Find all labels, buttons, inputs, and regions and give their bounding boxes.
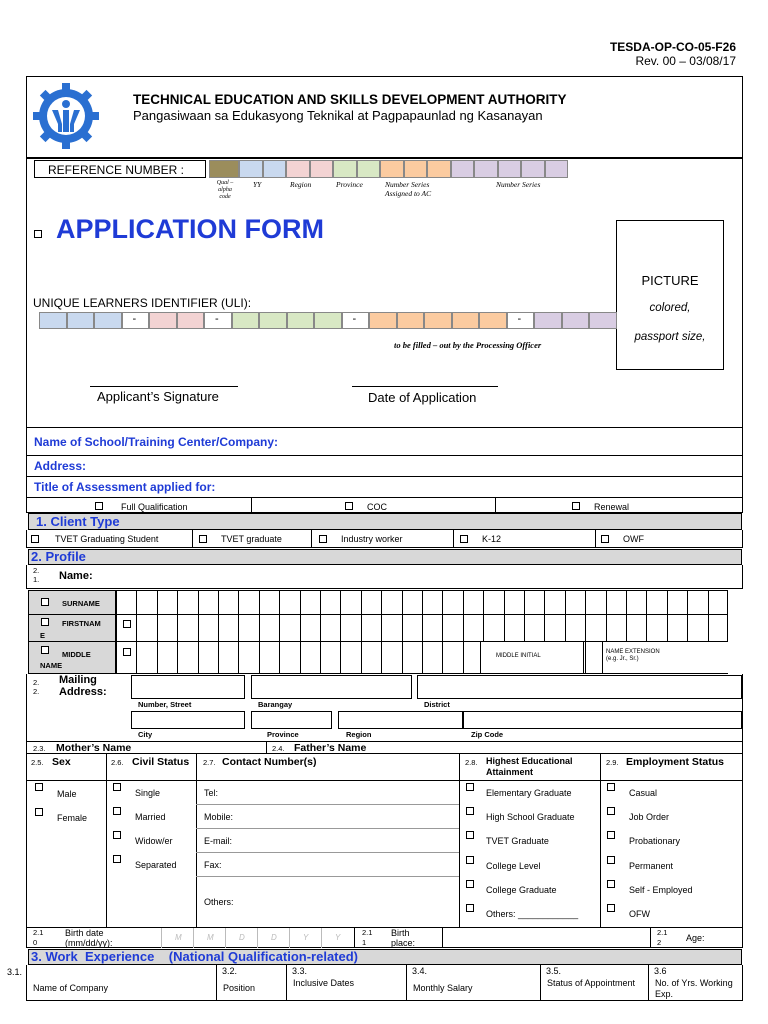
uli-cell-series_ac[interactable]: [479, 312, 507, 329]
work-title: 3. Work Experience (National Qualification-related): [31, 949, 359, 964]
mother-label: Mother’s Name: [56, 742, 132, 754]
province-caption: Province: [267, 730, 299, 739]
birthplace-label-b: place:: [391, 938, 416, 948]
work-col-number-5: 3.5.: [546, 966, 562, 976]
age-number-b: 2: [657, 938, 662, 947]
name-grid-divider: [442, 590, 443, 674]
uli-dash: -: [517, 313, 522, 325]
tvet-graduating-checkbox[interactable]: [31, 535, 39, 543]
contact-label: Contact Number(s): [222, 756, 317, 768]
uli-note: to be filled – out by the Processing Officer: [394, 340, 542, 350]
civil-status-label-3: Widow/er: [135, 836, 173, 846]
middlename-checkbox[interactable]: [41, 646, 49, 654]
employment-label-6: OFW: [629, 909, 650, 919]
birthdate-placeholder-5: Y: [303, 933, 309, 942]
school-name-label: Name of School/Training Center/Company:: [34, 435, 279, 449]
full-qualification-checkbox[interactable]: [95, 502, 103, 510]
name-grid-divider: [259, 590, 260, 674]
work-col-number-4: 3.4.: [412, 966, 428, 976]
uli-cell-region[interactable]: [177, 312, 205, 329]
uli-cell-province[interactable]: [259, 312, 287, 329]
father-number: 2.4.: [272, 744, 285, 753]
employment-checkbox-5[interactable]: [607, 880, 615, 888]
education-checkbox-2[interactable]: [466, 807, 474, 815]
owf-checkbox[interactable]: [601, 535, 609, 543]
uli-cell-series[interactable]: [589, 312, 617, 329]
reference-cell-yy[interactable]: [263, 160, 287, 178]
client-option-3: Industry worker: [341, 534, 403, 544]
name-grid-divider: [340, 590, 341, 674]
contact-field-label-1: Tel:: [204, 788, 219, 798]
education-checkbox-3[interactable]: [466, 831, 474, 839]
civil-label: Civil Status: [132, 756, 190, 768]
form-title: APPLICATION FORM: [56, 214, 324, 244]
work-col-number-6: 3.6: [654, 966, 667, 976]
name-grid-divider: [422, 590, 423, 674]
middlename-box-checkbox[interactable]: [123, 648, 131, 656]
reference-cell-qual[interactable]: [209, 160, 239, 178]
name-grid-divider: [136, 590, 137, 674]
ref-caption-series: Number Series: [496, 180, 541, 189]
barangay-caption: Barangay: [258, 700, 293, 709]
zip-field[interactable]: [463, 711, 742, 729]
education-label-1: Elementary Graduate: [486, 788, 572, 798]
work-col-label-5: Status of Appointment: [547, 978, 636, 988]
reference-cell-series_ac[interactable]: [427, 160, 451, 178]
client-type-header: [28, 513, 742, 530]
uli-dash: -: [352, 313, 357, 325]
employment-checkbox-6[interactable]: [607, 904, 615, 912]
father-label: Father’s Name: [294, 742, 367, 754]
profile-header: [28, 549, 742, 565]
middlename-label-a: MIDDLE: [62, 650, 91, 659]
birthdate-placeholder-4: D: [271, 933, 277, 942]
reference-cell-series[interactable]: [451, 160, 475, 178]
tesda-logo: [32, 80, 100, 152]
uli-dash: -: [215, 313, 219, 325]
birthdate-placeholder-1: M: [175, 933, 182, 942]
employment-checkbox-3[interactable]: [607, 831, 615, 839]
birthdate-label-b: (mm/dd/yy):: [65, 938, 113, 948]
civil-status-checkbox-3[interactable]: [113, 831, 121, 839]
name-grid-divider: [279, 590, 280, 674]
employment-checkbox-1[interactable]: [607, 783, 615, 791]
city-caption: City: [138, 730, 153, 739]
name-grid-divider: [198, 590, 199, 674]
name-extension-label-a: NAME EXTENSION: [606, 649, 660, 655]
employment-checkbox-2[interactable]: [607, 807, 615, 815]
uli-cell-series_ac[interactable]: [424, 312, 452, 329]
name-grid-divider: [218, 590, 219, 674]
civil-status-label-1: Single: [135, 788, 161, 798]
name-grid-divider: [402, 590, 403, 674]
employment-label-4: Permanent: [629, 860, 674, 871]
name-grid-divider: [585, 590, 586, 674]
civil-status-checkbox-1[interactable]: [113, 783, 121, 791]
firstname-box-checkbox[interactable]: [123, 620, 131, 628]
work-col-label-2: Position: [223, 983, 256, 993]
surname-label: SURNAME: [62, 599, 100, 608]
mailing-label-a: Mailing: [59, 674, 97, 686]
civil-status-label-2: Married: [135, 812, 166, 822]
birthplace-label-a: Birth: [391, 928, 410, 938]
reference-cell-series[interactable]: [498, 160, 522, 178]
client-option-1: TVET Graduating Student: [55, 534, 159, 544]
reference-cell-series[interactable]: [545, 160, 569, 178]
education-label-3: TVET Graduate: [486, 836, 549, 847]
ref-caption-yy: YY: [253, 180, 262, 189]
birthdate-number-b: 0: [33, 938, 38, 947]
barangay-field[interactable]: [251, 675, 412, 699]
uli-cell-yy[interactable]: [94, 312, 122, 329]
firstname-checkbox[interactable]: [41, 618, 49, 626]
client-option-4: K-12: [482, 534, 502, 544]
civil-status-checkbox-4[interactable]: [113, 855, 121, 863]
uli-cell-series_ac[interactable]: [369, 312, 397, 329]
uli-cell-yy[interactable]: [39, 312, 67, 329]
picture-box[interactable]: [616, 220, 724, 370]
agency-name: TECHNICAL EDUCATION AND SKILLS DEVELOPMENT AUTHORITY: [133, 92, 567, 107]
employment-label-3: Probationary: [629, 836, 681, 847]
renewal-label: Renewal: [594, 502, 630, 512]
female-checkbox[interactable]: [35, 808, 43, 816]
work-col-number-3: 3.3.: [292, 966, 308, 976]
reference-cell-series_ac[interactable]: [380, 160, 404, 178]
date-of-application-label: Date of Application: [368, 390, 477, 405]
employment-label-2: Job Order: [629, 812, 670, 823]
uli-cell-series_ac[interactable]: [452, 312, 480, 329]
ref-caption-series-ac: Number Series Assigned to AC: [385, 180, 432, 198]
uli-cell-series[interactable]: [562, 312, 590, 329]
reference-cell-province[interactable]: [333, 160, 357, 178]
name-grid-divider: [157, 590, 158, 674]
birthdate-number-a: 2.1: [33, 928, 44, 937]
form-revision: Rev. 00 – 03/08/17: [635, 54, 736, 68]
client-type-title: 1. Client Type: [36, 514, 120, 529]
work-col-label-1: Name of Company: [33, 983, 109, 993]
mother-number: 2.3.: [33, 744, 46, 753]
education-checkbox-4[interactable]: [466, 856, 474, 864]
district-caption: District: [424, 700, 450, 709]
address-label: Address:: [34, 459, 87, 473]
education-checkbox-1[interactable]: [466, 783, 474, 791]
street-caption: Number, Street: [138, 700, 192, 709]
mailing-label-b: Address:: [59, 686, 107, 698]
birthplace-number-b: 1: [362, 938, 367, 947]
education-checkbox-6[interactable]: [466, 904, 474, 912]
uli-cell-region[interactable]: [149, 312, 177, 329]
region-field[interactable]: [338, 711, 463, 729]
mailing-number: 2. 2.: [33, 678, 40, 696]
picture-line1: colored,: [649, 302, 691, 314]
name-number: 2. 1.: [33, 566, 40, 584]
contact-field-label-4: Fax:: [204, 860, 222, 870]
k12-checkbox[interactable]: [460, 535, 468, 543]
name-label: Name:: [59, 570, 93, 582]
uli-label: UNIQUE LEARNERS IDENTIFIER (ULI):: [33, 296, 252, 310]
employment-label: Employment Status: [626, 756, 725, 768]
sex-number: 2.5.: [31, 758, 44, 767]
civil-status-checkbox-2[interactable]: [113, 807, 121, 815]
province-field[interactable]: [251, 711, 332, 729]
tvet-graduate-checkbox[interactable]: [199, 535, 207, 543]
uli-cell-series[interactable]: [534, 312, 562, 329]
ref-caption-qual: Qual – alpha code: [216, 180, 234, 200]
name-grid-divider: [463, 590, 464, 674]
work-col-label-6: No. of Yrs. Working Exp.: [655, 978, 733, 999]
coc-label: COC: [367, 502, 387, 512]
region-caption: Region: [346, 730, 372, 739]
uli-cell-yy[interactable]: [67, 312, 95, 329]
name-grid-divider: [300, 590, 301, 674]
reference-cell-region[interactable]: [310, 160, 334, 178]
client-option-5: OWF: [623, 534, 644, 544]
uli-dash: -: [132, 313, 137, 325]
education-label: Highest Educational Attainment: [486, 756, 573, 777]
ref-caption-province: Province: [336, 180, 363, 189]
uli-cell-province[interactable]: [314, 312, 342, 329]
coc-checkbox[interactable]: [345, 502, 353, 510]
renewal-checkbox[interactable]: [572, 502, 580, 510]
work-col-number-2: 3.2.: [222, 966, 238, 976]
age-label: Age:: [686, 933, 705, 943]
reference-label: REFERENCE NUMBER :: [48, 163, 185, 177]
male-label: Male: [57, 789, 77, 799]
female-label: Female: [57, 813, 88, 823]
work-col-number-1: 3.1.: [7, 967, 23, 977]
birthdate-placeholder-2: M: [207, 933, 214, 942]
application-checkbox[interactable]: [34, 230, 42, 238]
industry-worker-checkbox[interactable]: [319, 535, 327, 543]
picture-title: PICTURE: [641, 273, 699, 288]
applicant-signature-label: Applicant’s Signature: [97, 389, 219, 404]
firstname-label-b: E: [40, 631, 46, 640]
reference-cell-series[interactable]: [521, 160, 545, 178]
name-grid-divider: [381, 590, 382, 674]
street-field[interactable]: [131, 675, 245, 699]
contact-field-label-5: Others:: [204, 897, 234, 907]
employment-checkbox-4[interactable]: [607, 856, 615, 864]
name-grid-divider: [361, 590, 362, 674]
education-label-5: College Graduate: [486, 884, 557, 895]
assessment-title-label: Title of Assessment applied for:: [34, 480, 216, 494]
uli-cell-series_ac[interactable]: [397, 312, 425, 329]
civil-number: 2.6.: [111, 758, 124, 767]
agency-tagalog: Pangasiwaan sa Edukasyong Teknikal at Pagpapaunlad ng Kasanayan: [133, 108, 543, 123]
uli-cell-province[interactable]: [232, 312, 260, 329]
education-label-2: High School Graduate: [486, 812, 575, 823]
education-number: 2.8.: [465, 758, 478, 767]
employment-label-1: Casual: [629, 788, 658, 798]
form-code: TESDA-OP-CO-05-F26: [609, 40, 736, 54]
middle-initial-label: MIDDLE INITIAL: [496, 653, 541, 659]
name-grid-divider: [320, 590, 321, 674]
education-label-6: Others: ____________: [486, 909, 579, 919]
employment-number: 2.9.: [606, 758, 619, 767]
work-col-label-4: Monthly Salary: [413, 983, 473, 993]
birthdate-placeholder-3: D: [239, 933, 245, 942]
contact-field-label-2: Mobile:: [204, 812, 234, 822]
reference-cell-region[interactable]: [286, 160, 310, 178]
birthplace-number-a: 2.1: [362, 928, 373, 937]
picture-line2: passport size,: [634, 331, 706, 343]
middlename-label-b: NAME: [40, 661, 63, 670]
surname-checkbox[interactable]: [41, 598, 49, 606]
work-col-label-3: Inclusive Dates: [293, 978, 355, 988]
name-grid-divider: [177, 590, 178, 674]
civil-status-label-4: Separated: [135, 860, 177, 870]
district-field[interactable]: [417, 675, 742, 699]
name-extension-label-b: (e.g. Jr., Sr.): [606, 656, 639, 662]
contact-field-label-3: E-mail:: [204, 836, 233, 846]
education-checkbox-5[interactable]: [466, 880, 474, 888]
profile-title: 2. Profile: [31, 549, 86, 564]
client-option-2: TVET graduate: [221, 534, 282, 544]
uli-cell-province[interactable]: [287, 312, 315, 329]
contact-number-num: 2.7.: [203, 758, 216, 767]
employment-label-5: Self - Employed: [629, 884, 693, 895]
zip-caption: Zip Code: [471, 730, 504, 739]
ref-caption-region: Region: [290, 180, 312, 189]
firstname-label-a: FIRSTNAM: [62, 619, 101, 628]
full-qualification-label: Full Qualification: [121, 502, 188, 512]
birthdate-placeholder-6: Y: [335, 933, 341, 942]
city-field[interactable]: [131, 711, 245, 729]
reference-cell-series_ac[interactable]: [404, 160, 428, 178]
reference-cell-province[interactable]: [357, 160, 381, 178]
male-checkbox[interactable]: [35, 783, 43, 791]
age-number-a: 2.1: [657, 928, 668, 937]
reference-cell-yy[interactable]: [239, 160, 263, 178]
reference-cell-series[interactable]: [474, 160, 498, 178]
education-label-4: College Level: [486, 860, 541, 871]
sex-label: Sex: [52, 756, 71, 768]
birthdate-label-a: Birth date: [65, 928, 104, 938]
name-grid-divider: [238, 590, 239, 674]
